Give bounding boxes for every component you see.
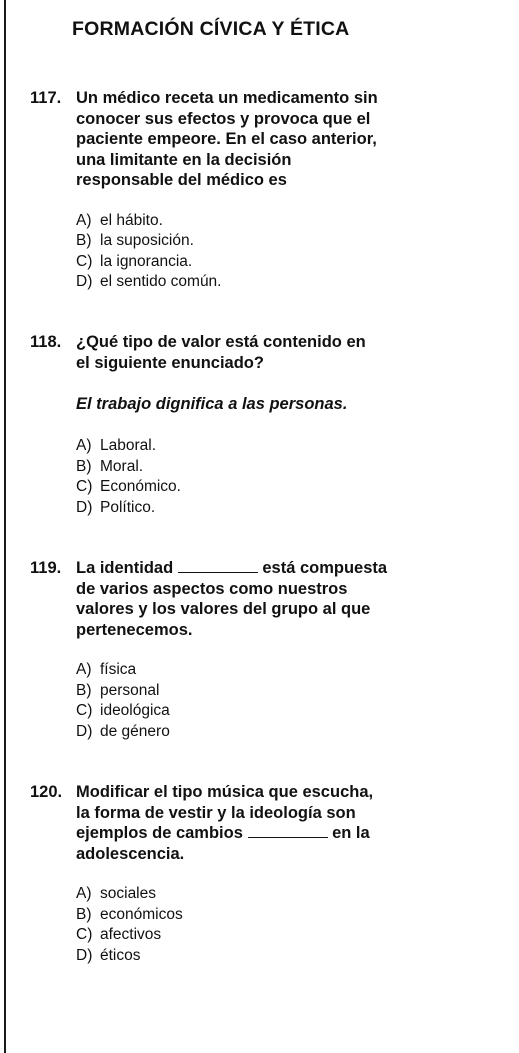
section-title: FORMACIÓN CÍVICA Y ÉTICA: [72, 18, 350, 40]
option-text: ideológica: [100, 702, 170, 719]
stem-line: la forma de vestir y la ideología son: [76, 803, 356, 822]
left-border-line: [4, 0, 6, 1053]
option-c: [76, 477, 510, 498]
option-a: [76, 660, 510, 681]
question-stem: [76, 558, 510, 640]
stem-line: adolescencia.: [76, 844, 185, 863]
option-c: [76, 925, 510, 946]
option-letter: B): [76, 681, 92, 699]
stem-text: La identidad: [76, 559, 174, 577]
option-letter: C): [76, 252, 93, 270]
option-letter: D): [76, 722, 93, 740]
options-list: [76, 211, 510, 293]
options-list: [76, 884, 510, 966]
option-letter: C): [76, 478, 93, 495]
question-number: 120.: [30, 783, 63, 801]
stem-text: ejemplos de cambios: [76, 824, 243, 842]
option-letter: B): [76, 232, 92, 249]
option-c: [76, 701, 510, 722]
option-c: [76, 252, 510, 273]
option-text: la ignorancia.: [100, 252, 193, 270]
option-letter: B): [76, 457, 92, 475]
option-text: Laboral.: [100, 437, 157, 454]
option-letter: A): [76, 661, 92, 678]
stem-line: conocer sus efectos y provoca que el: [76, 109, 371, 128]
option-d: [76, 722, 510, 743]
quoted-statement: El trabajo dignifica a las personas.: [76, 395, 348, 413]
option-d: [76, 272, 510, 293]
option-letter: A): [76, 211, 92, 229]
option-letter: B): [76, 905, 92, 923]
stem-text: en la: [332, 824, 370, 842]
question-number: 118.: [30, 333, 62, 351]
stem-line: Modificar el tipo música que escucha,: [76, 783, 374, 801]
question-120: [30, 782, 510, 966]
stem-line: responsable del médico es: [76, 171, 287, 189]
fill-in-blank: [178, 560, 258, 573]
question-117: [30, 88, 510, 293]
option-text: Moral.: [100, 457, 144, 475]
option-letter: D): [76, 946, 93, 964]
option-text: el hábito.: [100, 211, 163, 229]
options-list: [76, 436, 510, 518]
option-text: Económico.: [100, 478, 181, 495]
question-118: [30, 332, 510, 518]
option-text: sociales: [100, 885, 156, 902]
option-b: [76, 457, 510, 478]
fill-in-blank: [248, 825, 328, 838]
option-text: éticos: [100, 946, 141, 964]
option-text: de género: [100, 722, 170, 740]
question-number: 117.: [30, 89, 62, 107]
stem-line: Un médico receta un medicamento sin: [76, 89, 378, 107]
stem-line: ¿Qué tipo de valor está contenido en: [76, 333, 366, 351]
option-text: física: [100, 661, 137, 678]
options-list: [76, 660, 510, 742]
stem-line: una limitante en la decisión: [76, 150, 292, 169]
option-b: [76, 905, 510, 926]
option-d: [76, 498, 510, 519]
option-letter: D): [76, 498, 93, 516]
option-a: [76, 211, 510, 232]
question-stem: [76, 332, 510, 373]
stem-line: paciente empeore. En el caso anterior,: [76, 130, 377, 148]
stem-line: pertenecemos.: [76, 620, 193, 639]
option-b: [76, 231, 510, 252]
stem-line: valores y los valores del grupo al que: [76, 600, 371, 618]
option-letter: A): [76, 437, 92, 454]
option-d: [76, 946, 510, 967]
stem-line: de varios aspectos como nuestros: [76, 579, 348, 598]
option-letter: C): [76, 926, 93, 943]
option-text: personal: [100, 681, 160, 699]
stem-text: está compuesta: [262, 559, 388, 577]
stem-line: el siguiente enunciado?: [76, 353, 264, 372]
option-letter: D): [76, 273, 93, 290]
option-text: afectivos: [100, 926, 162, 943]
option-b: [76, 681, 510, 702]
option-letter: A): [76, 885, 92, 902]
question-number: 119.: [30, 559, 62, 577]
option-text: el sentido común.: [100, 273, 222, 290]
option-text: Político.: [100, 498, 156, 516]
option-text: económicos: [100, 905, 183, 923]
option-text: la suposición.: [100, 232, 194, 249]
stem-line: [76, 558, 510, 579]
question-stem: [76, 782, 510, 864]
question-119: [30, 558, 510, 742]
option-letter: C): [76, 702, 93, 719]
question-stem: [76, 88, 510, 191]
option-a: [76, 884, 510, 905]
option-a: [76, 436, 510, 457]
stem-line: [76, 823, 510, 844]
